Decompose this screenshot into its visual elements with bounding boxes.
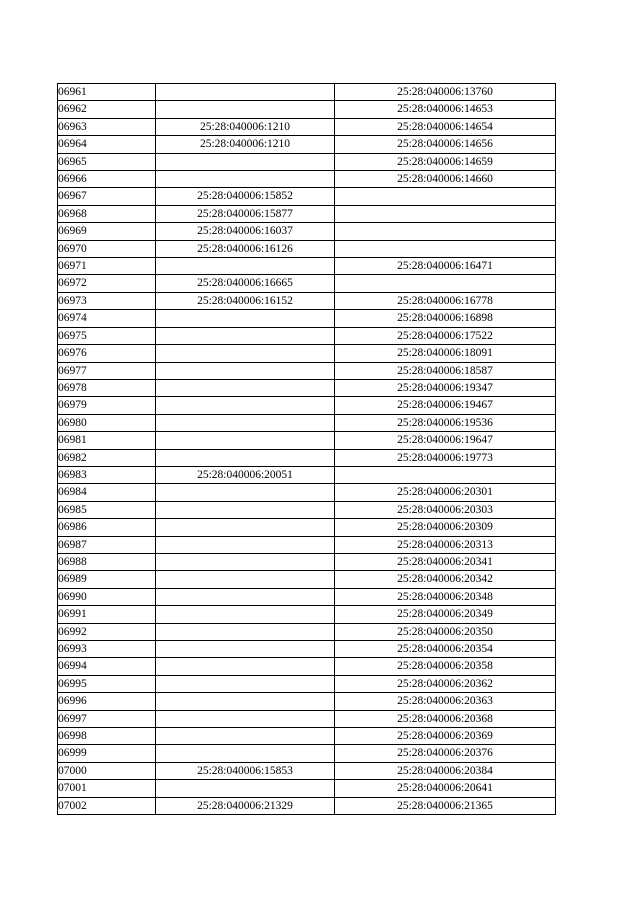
table-row xyxy=(58,641,556,658)
cadastral-number-cell xyxy=(156,745,335,762)
cadastral-number-cell xyxy=(156,606,335,623)
row-number-cell: 06965 xyxy=(58,153,156,170)
row-number-cell: 06999 xyxy=(58,745,156,762)
cadastral-number-cell: 25:28:040006:14660 xyxy=(335,171,556,188)
table-row xyxy=(58,693,556,710)
cadastral-number-cell xyxy=(156,171,335,188)
cadastral-number-cell: 25:28:040006:17522 xyxy=(335,327,556,344)
table-row xyxy=(58,623,556,640)
table-row xyxy=(58,397,556,414)
cadastral-number-cell xyxy=(156,327,335,344)
cadastral-number-cell: 25:28:040006:18091 xyxy=(335,345,556,362)
cadastral-number-cell xyxy=(156,101,335,118)
table-row xyxy=(58,84,556,101)
cadastral-number-cell: 25:28:040006:14654 xyxy=(335,118,556,135)
cadastral-number-cell: 25:28:040006:19536 xyxy=(335,414,556,431)
cadastral-number-cell: 25:28:040006:20051 xyxy=(156,466,335,483)
row-number-cell: 06994 xyxy=(58,658,156,675)
table-row xyxy=(58,432,556,449)
row-number-cell: 06967 xyxy=(58,188,156,205)
table-row xyxy=(58,171,556,188)
cadastral-number-cell xyxy=(335,188,556,205)
row-number-cell: 06989 xyxy=(58,571,156,588)
cadastral-number-cell: 25:28:040006:20309 xyxy=(335,519,556,536)
cadastral-number-cell: 25:28:040006:16665 xyxy=(156,275,335,292)
cadastral-number-cell: 25:28:040006:20313 xyxy=(335,536,556,553)
table-row xyxy=(58,658,556,675)
cadastral-number-cell xyxy=(156,379,335,396)
row-number-cell: 06969 xyxy=(58,223,156,240)
table-body xyxy=(58,84,556,815)
cadastral-number-cell xyxy=(156,675,335,692)
cadastral-number-cell: 25:28:040006:21365 xyxy=(335,797,556,814)
cadastral-number-cell xyxy=(335,240,556,257)
cadastral-number-cell: 25:28:040006:20376 xyxy=(335,745,556,762)
table-row xyxy=(58,379,556,396)
table-row xyxy=(58,797,556,814)
cadastral-table xyxy=(57,83,556,815)
cadastral-number-cell xyxy=(156,449,335,466)
cadastral-number-cell xyxy=(156,588,335,605)
row-number-cell: 06966 xyxy=(58,171,156,188)
row-number-cell: 06973 xyxy=(58,292,156,309)
cadastral-number-cell: 25:28:040006:15853 xyxy=(156,762,335,779)
cadastral-number-cell: 25:28:040006:19647 xyxy=(335,432,556,449)
table-row xyxy=(58,449,556,466)
cadastral-number-cell: 25:28:040006:20363 xyxy=(335,693,556,710)
cadastral-number-cell: 25:28:040006:20384 xyxy=(335,762,556,779)
table-row xyxy=(58,710,556,727)
table-row xyxy=(58,136,556,153)
row-number-cell: 06988 xyxy=(58,553,156,570)
table-row xyxy=(58,240,556,257)
cadastral-number-cell xyxy=(335,466,556,483)
row-number-cell: 07001 xyxy=(58,780,156,797)
table-row xyxy=(58,153,556,170)
cadastral-number-cell xyxy=(335,223,556,240)
cadastral-number-cell xyxy=(156,345,335,362)
cadastral-number-cell xyxy=(156,432,335,449)
cadastral-number-cell: 25:28:040006:20341 xyxy=(335,553,556,570)
row-number-cell: 06995 xyxy=(58,675,156,692)
row-number-cell: 06997 xyxy=(58,710,156,727)
cadastral-number-cell: 25:28:040006:20349 xyxy=(335,606,556,623)
cadastral-number-cell xyxy=(156,710,335,727)
row-number-cell: 06974 xyxy=(58,310,156,327)
cadastral-number-cell xyxy=(156,780,335,797)
table-row xyxy=(58,675,556,692)
row-number-cell: 06979 xyxy=(58,397,156,414)
row-number-cell: 07002 xyxy=(58,797,156,814)
cadastral-number-cell: 25:28:040006:15877 xyxy=(156,205,335,222)
cadastral-number-cell: 25:28:040006:20303 xyxy=(335,501,556,518)
cadastral-number-cell: 25:28:040006:16037 xyxy=(156,223,335,240)
cadastral-number-cell xyxy=(156,414,335,431)
row-number-cell: 06993 xyxy=(58,641,156,658)
cadastral-number-cell xyxy=(156,641,335,658)
row-number-cell: 06961 xyxy=(58,84,156,101)
table-row xyxy=(58,292,556,309)
table-row xyxy=(58,728,556,745)
cadastral-number-cell xyxy=(156,728,335,745)
table-row xyxy=(58,188,556,205)
cadastral-number-cell xyxy=(156,571,335,588)
table-row xyxy=(58,606,556,623)
cadastral-number-cell xyxy=(156,258,335,275)
table-row xyxy=(58,484,556,501)
cadastral-number-cell: 25:28:040006:14653 xyxy=(335,101,556,118)
row-number-cell: 06977 xyxy=(58,362,156,379)
cadastral-number-cell: 25:28:040006:18587 xyxy=(335,362,556,379)
cadastral-number-cell: 25:28:040006:19773 xyxy=(335,449,556,466)
row-number-cell: 06964 xyxy=(58,136,156,153)
cadastral-number-cell xyxy=(156,397,335,414)
cadastral-number-cell xyxy=(335,275,556,292)
row-number-cell: 06962 xyxy=(58,101,156,118)
cadastral-number-cell: 25:28:040006:20354 xyxy=(335,641,556,658)
cadastral-number-cell: 25:28:040006:20301 xyxy=(335,484,556,501)
table-row xyxy=(58,501,556,518)
cadastral-number-cell: 25:28:040006:1210 xyxy=(156,118,335,135)
cadastral-number-cell: 25:28:040006:1210 xyxy=(156,136,335,153)
cadastral-number-cell: 25:28:040006:20362 xyxy=(335,675,556,692)
cadastral-number-cell: 25:28:040006:15852 xyxy=(156,188,335,205)
table-row xyxy=(58,536,556,553)
table-row xyxy=(58,327,556,344)
cadastral-number-cell xyxy=(156,693,335,710)
table-row xyxy=(58,118,556,135)
cadastral-number-cell: 25:28:040006:20348 xyxy=(335,588,556,605)
row-number-cell: 06980 xyxy=(58,414,156,431)
row-number-cell: 06981 xyxy=(58,432,156,449)
row-number-cell: 06998 xyxy=(58,728,156,745)
cadastral-number-cell: 25:28:040006:14656 xyxy=(335,136,556,153)
cadastral-number-cell xyxy=(156,84,335,101)
cadastral-number-cell xyxy=(156,501,335,518)
table-row xyxy=(58,101,556,118)
table-row xyxy=(58,345,556,362)
table-row xyxy=(58,362,556,379)
table-row xyxy=(58,310,556,327)
row-number-cell: 06976 xyxy=(58,345,156,362)
cadastral-number-cell: 25:28:040006:20641 xyxy=(335,780,556,797)
table-row xyxy=(58,571,556,588)
cadastral-number-cell: 25:28:040006:20350 xyxy=(335,623,556,640)
cadastral-number-cell xyxy=(156,153,335,170)
table-row xyxy=(58,745,556,762)
cadastral-number-cell: 25:28:040006:19347 xyxy=(335,379,556,396)
table-row xyxy=(58,205,556,222)
row-number-cell: 06968 xyxy=(58,205,156,222)
row-number-cell: 06987 xyxy=(58,536,156,553)
table-row xyxy=(58,466,556,483)
cadastral-number-cell: 25:28:040006:16778 xyxy=(335,292,556,309)
row-number-cell: 06984 xyxy=(58,484,156,501)
cadastral-number-cell xyxy=(156,658,335,675)
cadastral-number-cell: 25:28:040006:13760 xyxy=(335,84,556,101)
cadastral-number-cell xyxy=(156,519,335,536)
table-row xyxy=(58,553,556,570)
row-number-cell: 07000 xyxy=(58,762,156,779)
row-number-cell: 06971 xyxy=(58,258,156,275)
cadastral-number-cell xyxy=(156,553,335,570)
cadastral-number-cell xyxy=(335,205,556,222)
row-number-cell: 06978 xyxy=(58,379,156,396)
table-row xyxy=(58,414,556,431)
row-number-cell: 06970 xyxy=(58,240,156,257)
row-number-cell: 06986 xyxy=(58,519,156,536)
cadastral-number-cell: 25:28:040006:16471 xyxy=(335,258,556,275)
row-number-cell: 06975 xyxy=(58,327,156,344)
cadastral-number-cell: 25:28:040006:16126 xyxy=(156,240,335,257)
cadastral-number-cell xyxy=(156,623,335,640)
cadastral-number-cell: 25:28:040006:16152 xyxy=(156,292,335,309)
cadastral-number-cell: 25:28:040006:21329 xyxy=(156,797,335,814)
cadastral-number-cell xyxy=(156,362,335,379)
table-row xyxy=(58,223,556,240)
cadastral-number-cell: 25:28:040006:20342 xyxy=(335,571,556,588)
cadastral-number-cell: 25:28:040006:20369 xyxy=(335,728,556,745)
row-number-cell: 06972 xyxy=(58,275,156,292)
cadastral-number-cell: 25:28:040006:20358 xyxy=(335,658,556,675)
row-number-cell: 06996 xyxy=(58,693,156,710)
table-row xyxy=(58,258,556,275)
row-number-cell: 06982 xyxy=(58,449,156,466)
table-row xyxy=(58,519,556,536)
row-number-cell: 06990 xyxy=(58,588,156,605)
table-row xyxy=(58,275,556,292)
row-number-cell: 06992 xyxy=(58,623,156,640)
table-row xyxy=(58,588,556,605)
cadastral-number-cell: 25:28:040006:16898 xyxy=(335,310,556,327)
cadastral-number-cell: 25:28:040006:20368 xyxy=(335,710,556,727)
cadastral-number-cell xyxy=(156,310,335,327)
row-number-cell: 06983 xyxy=(58,466,156,483)
cadastral-number-cell: 25:28:040006:19467 xyxy=(335,397,556,414)
cadastral-number-cell: 25:28:040006:14659 xyxy=(335,153,556,170)
row-number-cell: 06963 xyxy=(58,118,156,135)
row-number-cell: 06991 xyxy=(58,606,156,623)
cadastral-number-cell xyxy=(156,484,335,501)
cadastral-number-cell xyxy=(156,536,335,553)
table-row xyxy=(58,762,556,779)
row-number-cell: 06985 xyxy=(58,501,156,518)
table-row xyxy=(58,780,556,797)
